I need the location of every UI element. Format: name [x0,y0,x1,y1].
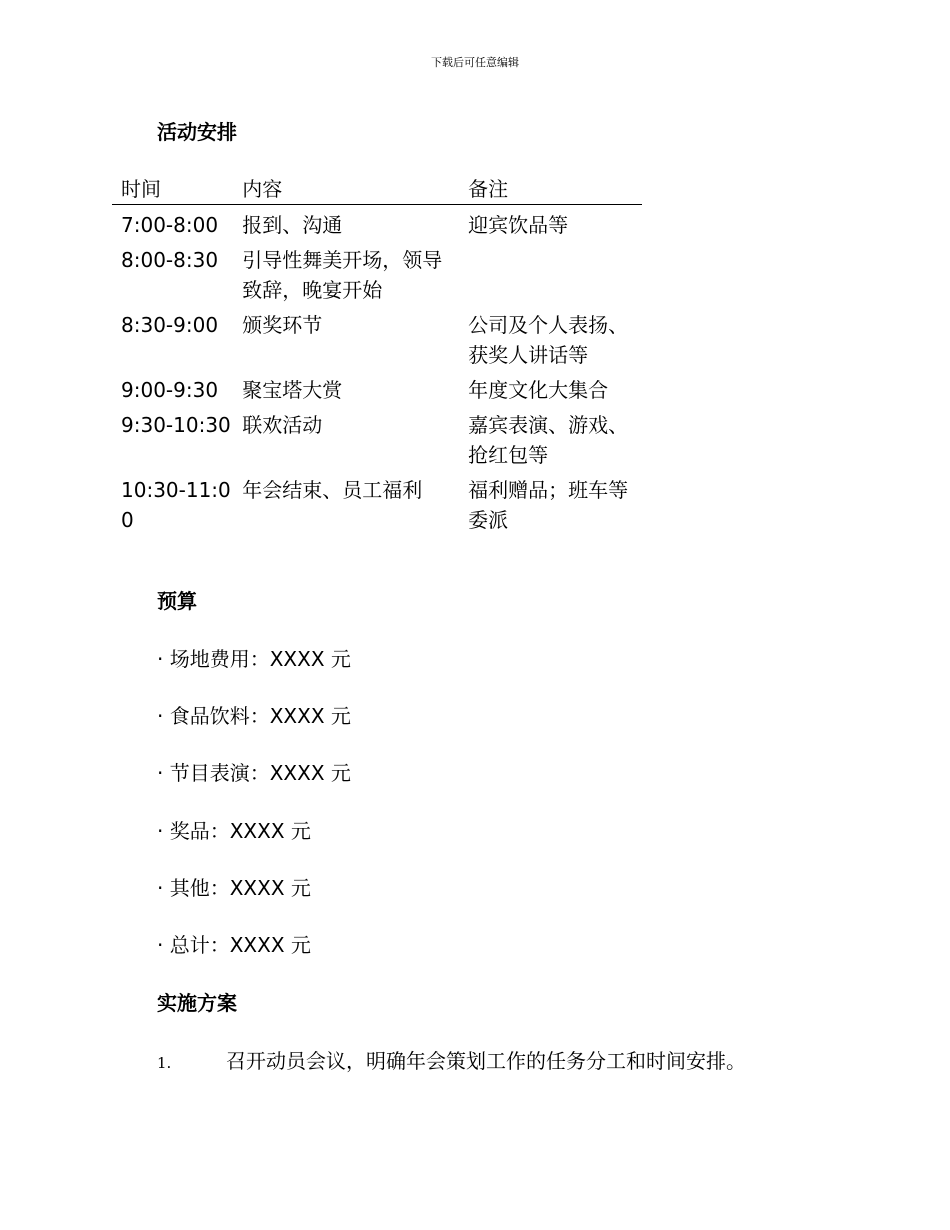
time-cell: 7:00-8:00 [121,213,219,237]
column-header-note: 备注 [459,174,642,205]
table-row [112,470,642,535]
budget-item: · 总计：XXXX 元 [157,933,311,957]
plan-heading: 实施方案 [157,991,237,1015]
column-header-time: 时间 [112,174,233,205]
header-note: 下载后可任意编辑 [431,56,519,69]
note-cell: 年度文化大集合 [468,378,609,402]
content-cell: 报到、沟通 [242,213,343,237]
budget-item: · 其他：XXXX 元 [157,876,311,900]
note-cell: 迎宾饮品等 [468,213,569,237]
content-cell: 联欢活动 [242,413,323,437]
table-row [112,205,642,241]
budget-item: · 节目表演：XXXX 元 [157,761,351,785]
table-row [112,240,642,305]
note-cell: 福利赠品；班车等委派 [468,478,629,532]
content-cell: 年会结束、员工福利 [242,478,423,502]
time-cell: 8:00-8:30 [121,248,219,272]
list-number: 1. [157,1054,172,1072]
table-row [112,370,642,405]
table-header-row [112,174,642,205]
note-cell: 嘉宾表演、游戏、抢红包等 [468,413,629,467]
time-cell: 10:30-11:00 [121,478,231,532]
note-cell: 公司及个人表扬、获奖人讲话等 [468,313,629,367]
column-header-content: 内容 [233,174,459,205]
content-cell: 引导性舞美开场，领导致辞，晚宴开始 [242,248,443,302]
budget-item: · 食品饮料：XXXX 元 [157,704,351,728]
plan-list-item [157,1045,746,1074]
table-row [112,405,642,470]
budget-item: · 奖品：XXXX 元 [157,819,311,843]
plan-item-text: 召开动员会议，明确年会策划工作的任务分工和时间安排。 [226,1049,746,1073]
schedule-heading: 活动安排 [157,120,237,144]
table-row [112,305,642,370]
content-cell: 聚宝塔大赏 [242,378,343,402]
note-cell [459,240,642,305]
budget-heading: 预算 [157,589,197,613]
content-cell: 颁奖环节 [242,313,323,337]
time-cell: 8:30-9:00 [121,313,219,337]
schedule-table [112,174,642,535]
time-cell: 9:30-10:30 [121,413,231,437]
budget-item: · 场地费用：XXXX 元 [157,647,351,671]
time-cell: 9:00-9:30 [121,378,219,402]
